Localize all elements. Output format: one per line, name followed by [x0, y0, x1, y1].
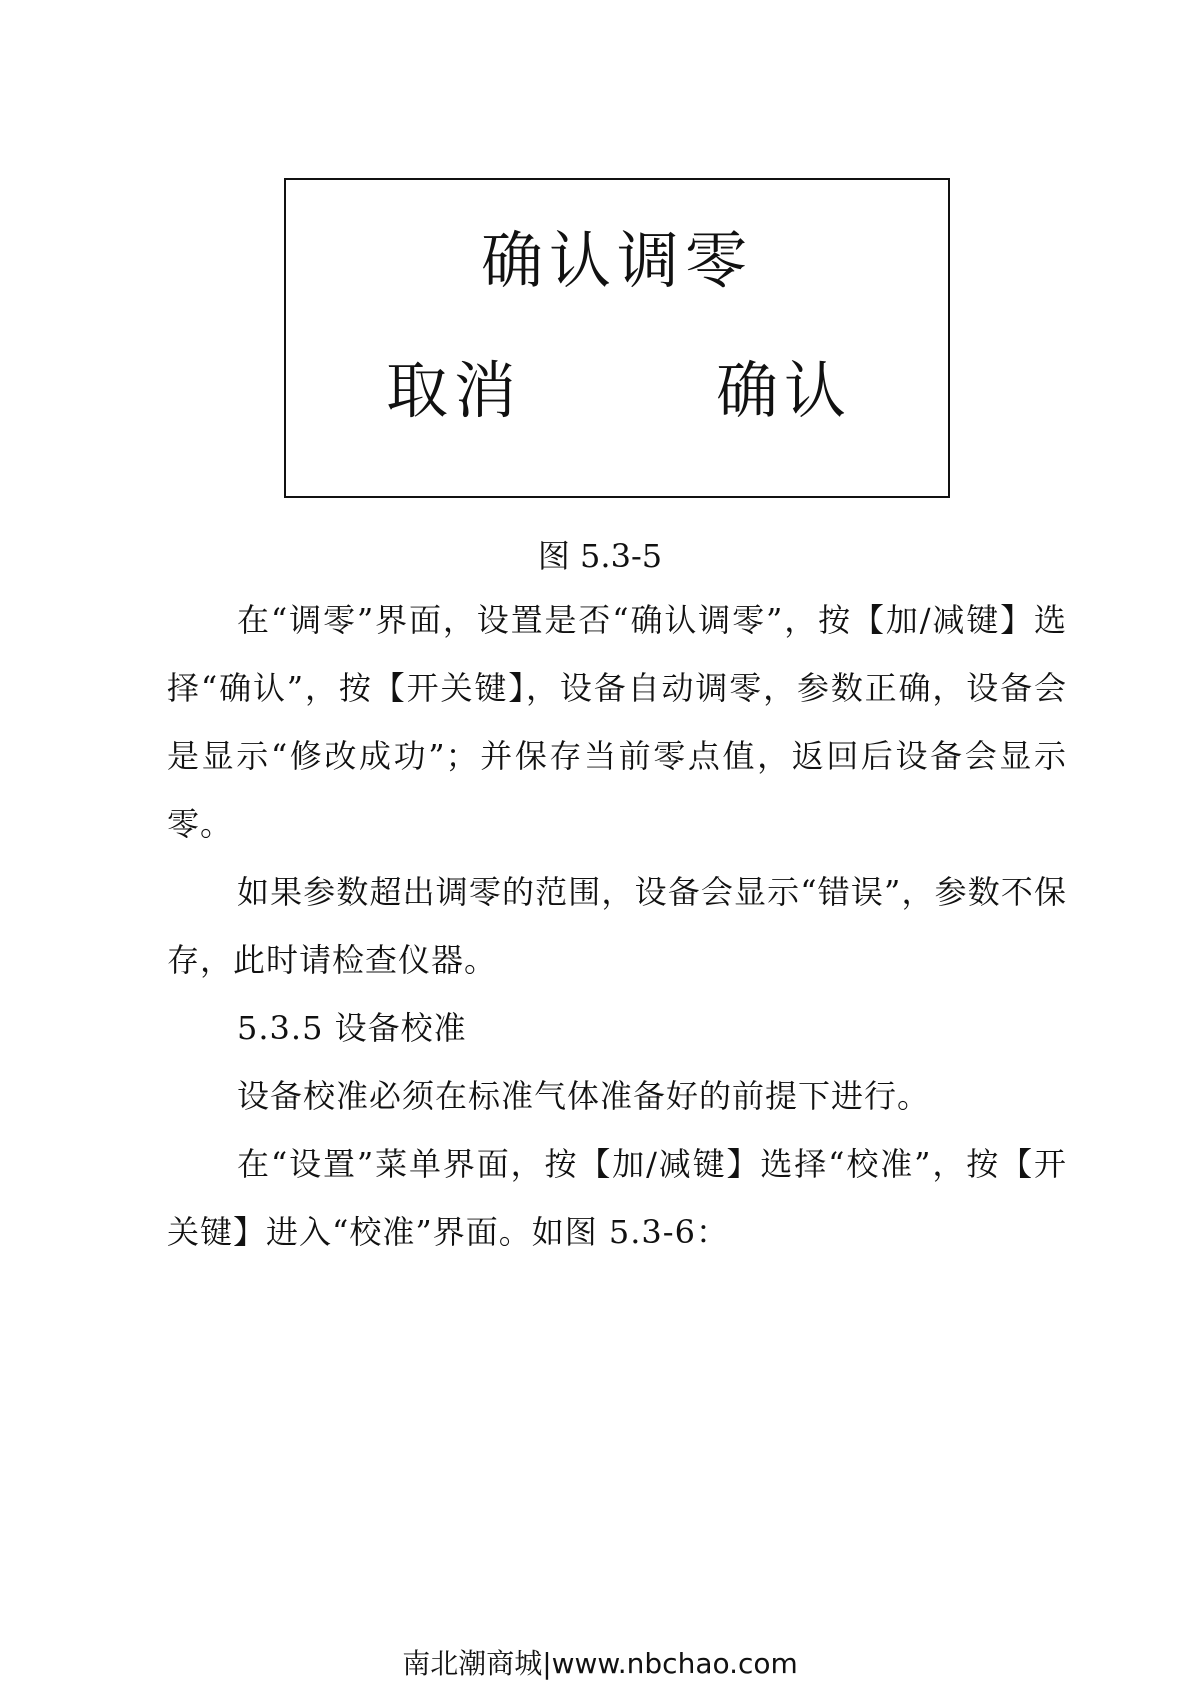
section-heading-calibration: 5.3.5 设备校准 — [237, 1009, 467, 1047]
body-text — [167, 586, 1067, 1266]
footer-watermark: 南北潮商城|www.nbchao.com — [402, 1647, 798, 1680]
zero-confirm-screen-figure — [284, 178, 950, 498]
screen-title: 确认调零 — [480, 224, 753, 297]
paragraph-zero-procedure: 在“调零”界面，设置是否“确认调零”，按【加/减键】选择“确认”，按【开关键】，设备自动调零，参数正确，设备会是显示“修改成功”；并保存当前零点值，返回后设备会显示零。 — [167, 601, 1067, 843]
paragraph-calibration-prereq: 设备校准必须在标准气体准备好的前提下进行。 — [237, 1077, 931, 1115]
confirm-option: 确认 — [716, 354, 853, 427]
cancel-option: 取消 — [386, 354, 523, 427]
figure-caption: 图 5.3-5 — [537, 537, 663, 575]
paragraph-zero-error: 如果参数超出调零的范围，设备会显示“错误”，参数不保存，此时请检查仪器。 — [167, 873, 1067, 979]
paragraph-calibration-enter: 在“设置”菜单界面，按【加/减键】选择“校准”，按【开关键】进入“校准”界面。如图 5.3-6： — [167, 1145, 1067, 1251]
